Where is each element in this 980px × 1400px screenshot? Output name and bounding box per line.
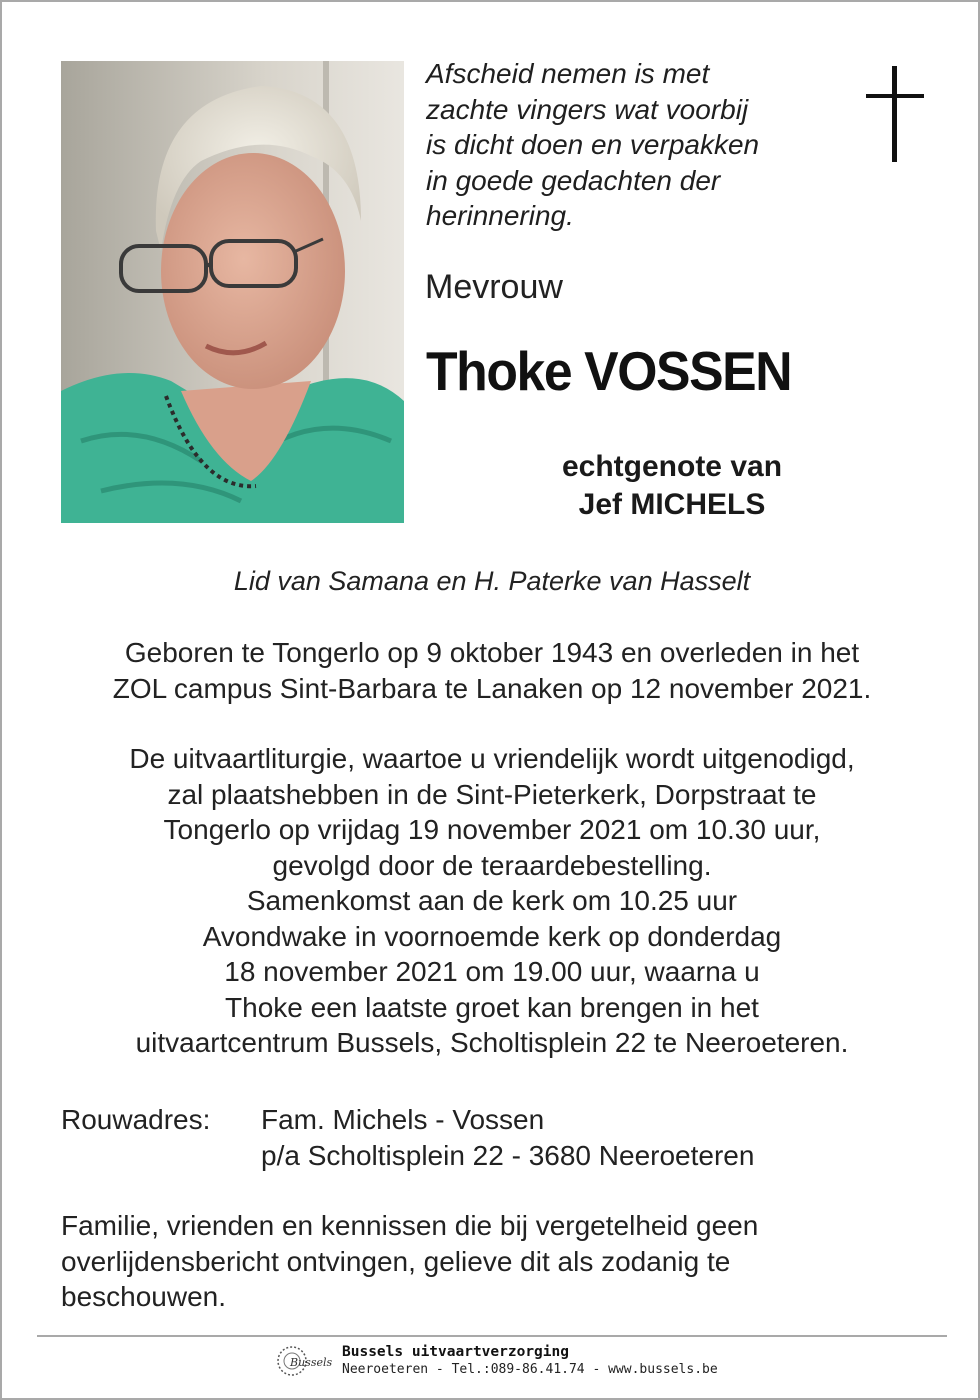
honorific-title: Mevrouw [425, 268, 563, 306]
text-line: Avondwake in voornoemde kerk op donderdag [202, 920, 782, 952]
bussels-logo-icon [276, 1344, 332, 1378]
portrait-photo [61, 61, 404, 523]
text-line: zal plaatshebben in de Sint-Pieterkerk, Dorpstraat te [167, 778, 817, 810]
poem-line: zachte vingers wat voorbij [426, 93, 749, 125]
svg-text:Bussels: Bussels [290, 1356, 332, 1369]
footer-info [342, 1344, 718, 1378]
family-note [61, 1208, 941, 1315]
relation-label: echtgenote van [561, 450, 783, 483]
text-line: De uitvaartliturgie, waartoe u vriendelijk wordt uitgenodigd, [129, 743, 855, 774]
text-line: uitvaartcentrum Bussels, Scholtisplein 22 te Neeroeteren. [135, 1027, 849, 1058]
poem-line: herinnering. [426, 200, 574, 231]
text-line: Samenkomst aan de kerk om 10.25 uur [246, 885, 738, 916]
company-name: Bussels uitvaartverzorging [342, 1344, 569, 1360]
text-line: Tongerlo op vrijdag 19 november 2021 om 10.30 uur, [163, 814, 821, 845]
address-line: p/a Scholtisplein 22 - 3680 Neeroeteren [261, 1139, 755, 1171]
poem-line: is dicht doen en verpakken [426, 129, 760, 160]
poem-line: Afscheid nemen is met [426, 58, 710, 89]
text-line: overlijdensbericht ontvingen, gelieve dit als zodanig te [61, 1245, 731, 1277]
poem-line: in goede gedachten der [426, 164, 721, 196]
cross-icon [866, 66, 924, 162]
text-line: ZOL campus Sint-Barbara te Lanaken op 12 november 2021. [112, 672, 872, 704]
birth-death-paragraph [42, 635, 942, 706]
text-line: Familie, vrienden en kennissen die bij vergetelheid geen [61, 1210, 759, 1241]
text-line: Geboren te Tongerlo op 9 oktober 1943 en overleden in het [124, 637, 860, 668]
membership-line: Lid van Samana en H. Paterke van Hasselt [233, 566, 751, 596]
spouse-block [522, 448, 822, 524]
company-contact: Neeroeteren - Tel.:089-86.41.74 - www.bussels.be [342, 1362, 718, 1377]
footer-divider [37, 1335, 947, 1337]
funeral-paragraph [42, 741, 942, 1061]
address-line: Fam. Michels - Vossen [261, 1104, 545, 1135]
text-line: beschouwen. [61, 1281, 227, 1312]
text-line: Thoke een laatste groet kan brengen in het [225, 991, 759, 1023]
memorial-poem [426, 56, 846, 234]
address-label: Rouwadres: [61, 1104, 211, 1135]
address-value [261, 1102, 754, 1173]
text-line: 18 november 2021 om 19.00 uur, waarna u [224, 956, 760, 987]
deceased-name: Thoke VOSSEN [426, 340, 792, 402]
text-line: gevolgd door de teraardebestelling. [272, 849, 712, 881]
spouse-name: Jef MICHELS [578, 488, 766, 521]
